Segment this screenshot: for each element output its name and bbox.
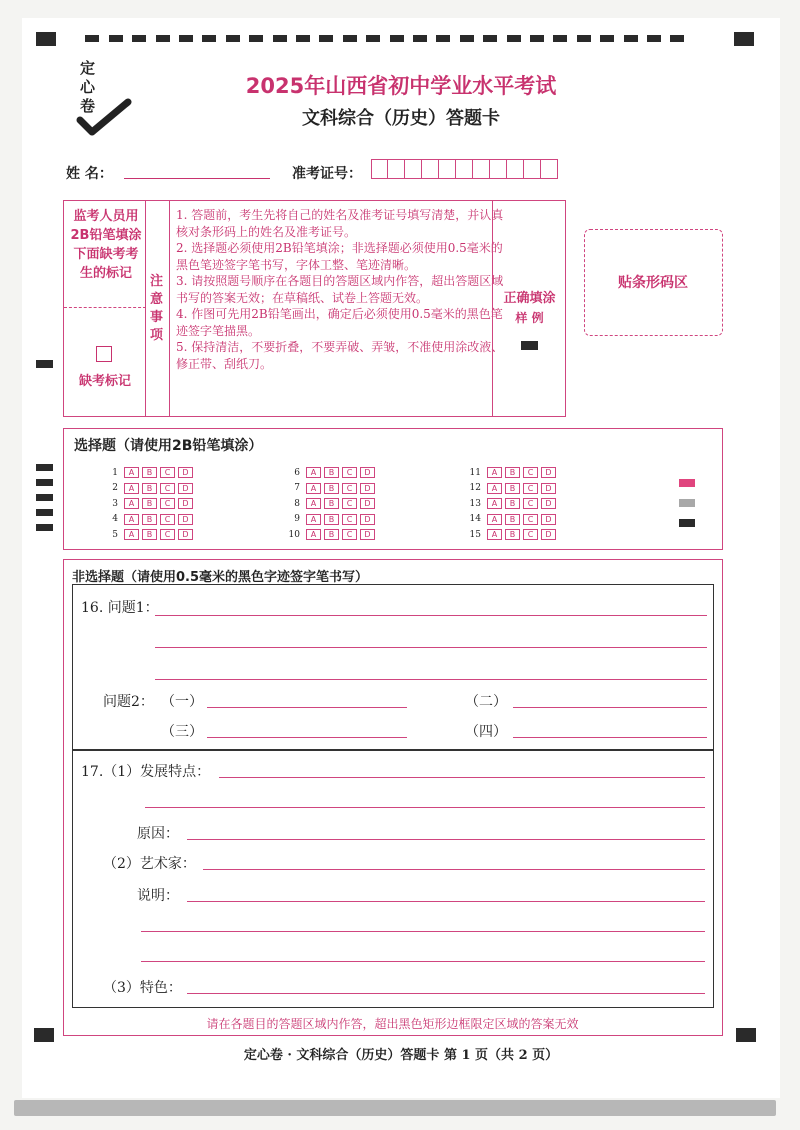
sheet-subtitle: 文科综合（历史）答题卡: [302, 108, 500, 129]
option-bubble[interactable]: B: [505, 514, 520, 525]
option-bubble[interactable]: C: [523, 529, 538, 540]
option-bubble[interactable]: C: [342, 529, 357, 540]
option-bubble[interactable]: B: [324, 483, 339, 494]
answer-line[interactable]: [155, 679, 707, 680]
instructions-block: [63, 200, 566, 417]
exam-digit-box[interactable]: [524, 159, 541, 179]
side-timing-mark: [36, 524, 53, 531]
answer-line[interactable]: [187, 839, 705, 840]
logo-char-1: 定: [80, 59, 96, 77]
option-bubble[interactable]: D: [360, 529, 375, 540]
choice-column: [467, 462, 559, 540]
logo-char-2: 心: [80, 78, 96, 96]
question-number: 3: [112, 498, 118, 509]
option-bubble[interactable]: C: [160, 483, 175, 494]
option-bubble[interactable]: A: [306, 483, 321, 494]
absent-label: 缺考标记: [78, 374, 131, 389]
option-bubble[interactable]: C: [342, 467, 357, 478]
choice-question-row: [467, 524, 559, 540]
top-timing-mark: [319, 35, 333, 42]
question-number: 15: [469, 529, 481, 540]
top-timing-mark: [249, 35, 263, 42]
question-number: 13: [469, 498, 481, 509]
q16-question2-label: 问题2：: [103, 694, 154, 710]
fill-example-mark: [521, 341, 538, 350]
side-timing-mark: [36, 464, 53, 471]
exam-digit-box[interactable]: [490, 159, 507, 179]
option-bubble[interactable]: D: [360, 483, 375, 494]
q16-part2-label: （二）: [465, 694, 507, 710]
option-bubble[interactable]: A: [124, 467, 139, 478]
answer-line[interactable]: [155, 647, 707, 648]
top-timing-mark: [226, 35, 240, 42]
option-bubble[interactable]: D: [541, 514, 556, 525]
q16-box: [72, 584, 714, 750]
side-timing-mark: [36, 360, 53, 368]
option-bubble[interactable]: D: [541, 498, 556, 509]
barcode-area: [584, 229, 723, 336]
option-bubble[interactable]: C: [160, 498, 175, 509]
exam-digit-box[interactable]: [439, 159, 456, 179]
option-bubble[interactable]: A: [306, 514, 321, 525]
top-timing-mark: [132, 35, 146, 42]
option-bubble[interactable]: B: [505, 529, 520, 540]
option-bubble[interactable]: D: [360, 498, 375, 509]
exam-number-label: 准考证号：: [292, 166, 362, 182]
top-timing-mark: [483, 35, 497, 42]
side-timing-mark: [36, 479, 53, 486]
answer-line[interactable]: [207, 707, 407, 708]
exam-digit-box[interactable]: [507, 159, 524, 179]
option-bubble[interactable]: B: [142, 514, 157, 525]
option-bubble[interactable]: C: [342, 514, 357, 525]
choice-question-row: [286, 462, 378, 478]
option-bubble[interactable]: B: [505, 467, 520, 478]
boundary-warning: 请在各题目的答题区域内作答，超出黑色矩形边框限定区域的答案无效: [206, 1017, 579, 1031]
option-bubble[interactable]: C: [523, 467, 538, 478]
fill-example-cell: [492, 201, 565, 416]
corner-timing-mark: [34, 1028, 54, 1042]
option-bubble[interactable]: C: [342, 498, 357, 509]
note-item: 5. 保持清洁，不要折叠，不要弄破、弄皱，不准使用涂改液、修正带、刮纸刀。: [176, 340, 504, 371]
question-number: 6: [294, 467, 300, 478]
option-bubble[interactable]: D: [541, 529, 556, 540]
name-label: 姓 名：: [66, 166, 113, 182]
barcode-label: 贴条形码区: [618, 275, 688, 291]
q16-part3-label: （三）: [161, 724, 203, 740]
question-number: 4: [112, 514, 118, 524]
side-timing-mark: [36, 494, 53, 501]
note-item: 1. 答题前，考生先将自己的姓名及准考证号填写清楚，并认真核对条形码上的姓名及准考证号。: [176, 208, 504, 239]
question-number: 10: [288, 529, 300, 540]
answer-line[interactable]: [141, 961, 705, 962]
answer-line[interactable]: [203, 869, 705, 870]
top-timing-mark: [179, 35, 193, 42]
q17-label: 17.（1）发展特点：: [81, 764, 211, 780]
top-timing-mark: [202, 35, 216, 42]
top-timing-mark: [273, 35, 287, 42]
exam-digit-box[interactable]: [473, 159, 490, 179]
answer-line[interactable]: [187, 993, 705, 994]
page-footer: 定心卷 · 文科综合（历史）答题卡 第 1 页（共 2 页）: [243, 1048, 559, 1063]
option-bubble[interactable]: D: [541, 467, 556, 478]
top-timing-mark: [670, 35, 684, 42]
option-bubble[interactable]: A: [124, 498, 139, 509]
option-bubble[interactable]: C: [160, 529, 175, 540]
top-timing-mark: [647, 35, 661, 42]
option-bubble[interactable]: C: [160, 467, 175, 478]
option-bubble[interactable]: D: [541, 483, 556, 494]
nonchoice-section: [63, 559, 723, 1036]
q17-artist-label: （2）艺术家：: [103, 856, 196, 872]
color-swatch: [679, 499, 695, 507]
logo-char-3: 卷: [80, 97, 96, 115]
option-bubble[interactable]: C: [523, 514, 538, 525]
absent-cell: [64, 308, 146, 416]
option-bubble[interactable]: D: [360, 467, 375, 478]
choice-question-row: [286, 524, 378, 540]
option-bubble[interactable]: A: [306, 498, 321, 509]
question-number: 8: [294, 498, 300, 509]
q16-part4-label: （四）: [465, 724, 507, 740]
top-timing-mark: [36, 32, 56, 46]
choice-question-row: [104, 524, 196, 540]
exam-title: 2025年山西省初中学业水平考试: [245, 74, 557, 98]
option-bubble[interactable]: D: [178, 514, 193, 525]
color-swatch: [679, 479, 695, 487]
option-bubble[interactable]: A: [124, 483, 139, 494]
choice-question-row: [104, 462, 196, 478]
choice-question-row: [104, 509, 196, 525]
name-field[interactable]: [124, 178, 270, 179]
option-bubble[interactable]: A: [487, 483, 502, 494]
option-bubble[interactable]: B: [324, 529, 339, 540]
option-bubble[interactable]: A: [487, 514, 502, 525]
top-timing-mark: [109, 35, 123, 42]
option-bubble[interactable]: B: [324, 514, 339, 525]
question-number: 7: [294, 483, 300, 493]
option-bubble[interactable]: C: [523, 483, 538, 494]
fill-example-sub: 样 例: [515, 311, 544, 325]
choice-question-row: [286, 509, 378, 525]
question-number: 5: [112, 529, 118, 540]
exam-digit-box[interactable]: [388, 159, 405, 179]
notes-label-char: 项: [150, 328, 164, 343]
proctor-text: 监考人员用2B铅笔填涂下面缺考考生的标记: [70, 209, 142, 281]
exam-number-boxes[interactable]: [371, 159, 558, 179]
top-timing-mark: [624, 35, 638, 42]
q16-label: 16. 问题1：: [81, 600, 159, 616]
answer-line[interactable]: [155, 615, 707, 616]
exam-digit-box[interactable]: [422, 159, 439, 179]
question-number: 1: [112, 467, 118, 478]
option-bubble[interactable]: D: [178, 483, 193, 494]
option-bubble[interactable]: A: [487, 467, 502, 478]
top-timing-mark: [507, 35, 521, 42]
top-timing-mark: [156, 35, 170, 42]
fill-example-title: 正确填涂: [503, 291, 556, 306]
answer-line[interactable]: [513, 707, 707, 708]
answer-line[interactable]: [145, 807, 705, 808]
note-item: 2. 选择题必须使用2B铅笔填涂；非选择题必须使用0.5毫米的黑色笔迹签字笔书写，字体工整、笔迹清晰。: [176, 241, 503, 272]
option-bubble[interactable]: B: [142, 483, 157, 494]
option-bubble[interactable]: B: [505, 498, 520, 509]
top-timing-mark: [460, 35, 474, 42]
option-bubble[interactable]: B: [505, 483, 520, 494]
top-timing-mark: [413, 35, 427, 42]
option-bubble[interactable]: C: [342, 483, 357, 494]
choice-column: [104, 462, 196, 540]
choice-question-row: [467, 478, 559, 494]
option-bubble[interactable]: D: [178, 529, 193, 540]
side-timing-mark: [36, 509, 53, 516]
corner-timing-mark: [736, 1028, 756, 1042]
top-timing-mark: [366, 35, 380, 42]
question-number: 2: [112, 483, 118, 493]
absent-checkbox[interactable]: [96, 346, 112, 362]
choice-column: [286, 462, 378, 540]
top-timing-mark: [553, 35, 567, 42]
top-timing-mark: [577, 35, 591, 42]
top-timing-mark: [734, 32, 754, 46]
option-bubble[interactable]: B: [324, 498, 339, 509]
choice-question-row: [467, 493, 559, 509]
q17-box: [72, 750, 714, 1008]
exam-digit-box[interactable]: [456, 159, 473, 179]
note-item: 4. 作图可先用2B铅笔画出，确定后必须使用0.5毫米的黑色笔迹签字笔描黑。: [176, 307, 503, 338]
answer-line[interactable]: [187, 901, 705, 902]
notes-label-char: 意: [150, 292, 164, 307]
choice-title: 选择题（请使用2B铅笔填涂）: [74, 438, 263, 454]
notes-list: [176, 207, 506, 372]
question-number: 12: [469, 483, 481, 493]
option-bubble[interactable]: A: [124, 514, 139, 525]
choice-question-row: [467, 509, 559, 525]
option-bubble[interactable]: D: [178, 498, 193, 509]
option-bubble[interactable]: D: [360, 514, 375, 525]
option-bubble[interactable]: A: [306, 529, 321, 540]
color-swatch: [679, 519, 695, 527]
scan-strip: [14, 1100, 776, 1116]
top-timing-mark: [530, 35, 544, 42]
option-bubble[interactable]: A: [487, 529, 502, 540]
q17-feature-label: （3）特色：: [103, 980, 182, 996]
notes-label-char: 注: [150, 274, 164, 289]
option-bubble[interactable]: C: [523, 498, 538, 509]
option-bubble[interactable]: B: [142, 529, 157, 540]
choice-question-row: [286, 478, 378, 494]
q17-explain-label: 说明：: [137, 888, 179, 904]
option-bubble[interactable]: A: [306, 467, 321, 478]
choice-question-row: [104, 493, 196, 509]
answer-line[interactable]: [207, 737, 407, 738]
top-timing-mark: [600, 35, 614, 42]
choice-question-row: [104, 478, 196, 494]
top-timing-mark: [85, 35, 99, 42]
answer-line[interactable]: [219, 777, 705, 778]
top-timing-mark: [390, 35, 404, 42]
choice-question-row: [286, 493, 378, 509]
option-bubble[interactable]: B: [142, 498, 157, 509]
choice-section: [63, 428, 723, 550]
answer-sheet-page: [22, 18, 780, 1098]
notes-label-cell: [146, 201, 170, 416]
option-bubble[interactable]: A: [124, 529, 139, 540]
choice-question-row: [467, 462, 559, 478]
exam-digit-box[interactable]: [371, 159, 388, 179]
question-number: 14: [469, 514, 481, 524]
option-bubble[interactable]: D: [178, 467, 193, 478]
option-bubble[interactable]: C: [160, 514, 175, 525]
notes-label-char: 事: [150, 310, 164, 325]
proctor-cell: [64, 201, 146, 308]
option-bubble[interactable]: B: [142, 467, 157, 478]
answer-line[interactable]: [513, 737, 707, 738]
question-number: 9: [294, 514, 300, 524]
top-timing-mark: [436, 35, 450, 42]
q17-reason-label: 原因：: [137, 826, 179, 842]
nonchoice-title: 非选择题（请使用0.5毫米的黑色字迹签字笔书写）: [72, 570, 369, 585]
exam-digit-box[interactable]: [541, 159, 558, 179]
top-timing-mark: [296, 35, 310, 42]
q16-part1-label: （一）: [161, 694, 203, 710]
option-bubble[interactable]: B: [324, 467, 339, 478]
note-item: 3. 请按照题号顺序在各题目的答题区域内作答，超出答题区域书写的答案无效；在草稿纸、试卷上答题无效。: [176, 274, 504, 305]
answer-line[interactable]: [141, 931, 705, 932]
option-bubble[interactable]: A: [487, 498, 502, 509]
top-timing-mark: [343, 35, 357, 42]
question-number: 11: [469, 467, 481, 478]
exam-digit-box[interactable]: [405, 159, 422, 179]
